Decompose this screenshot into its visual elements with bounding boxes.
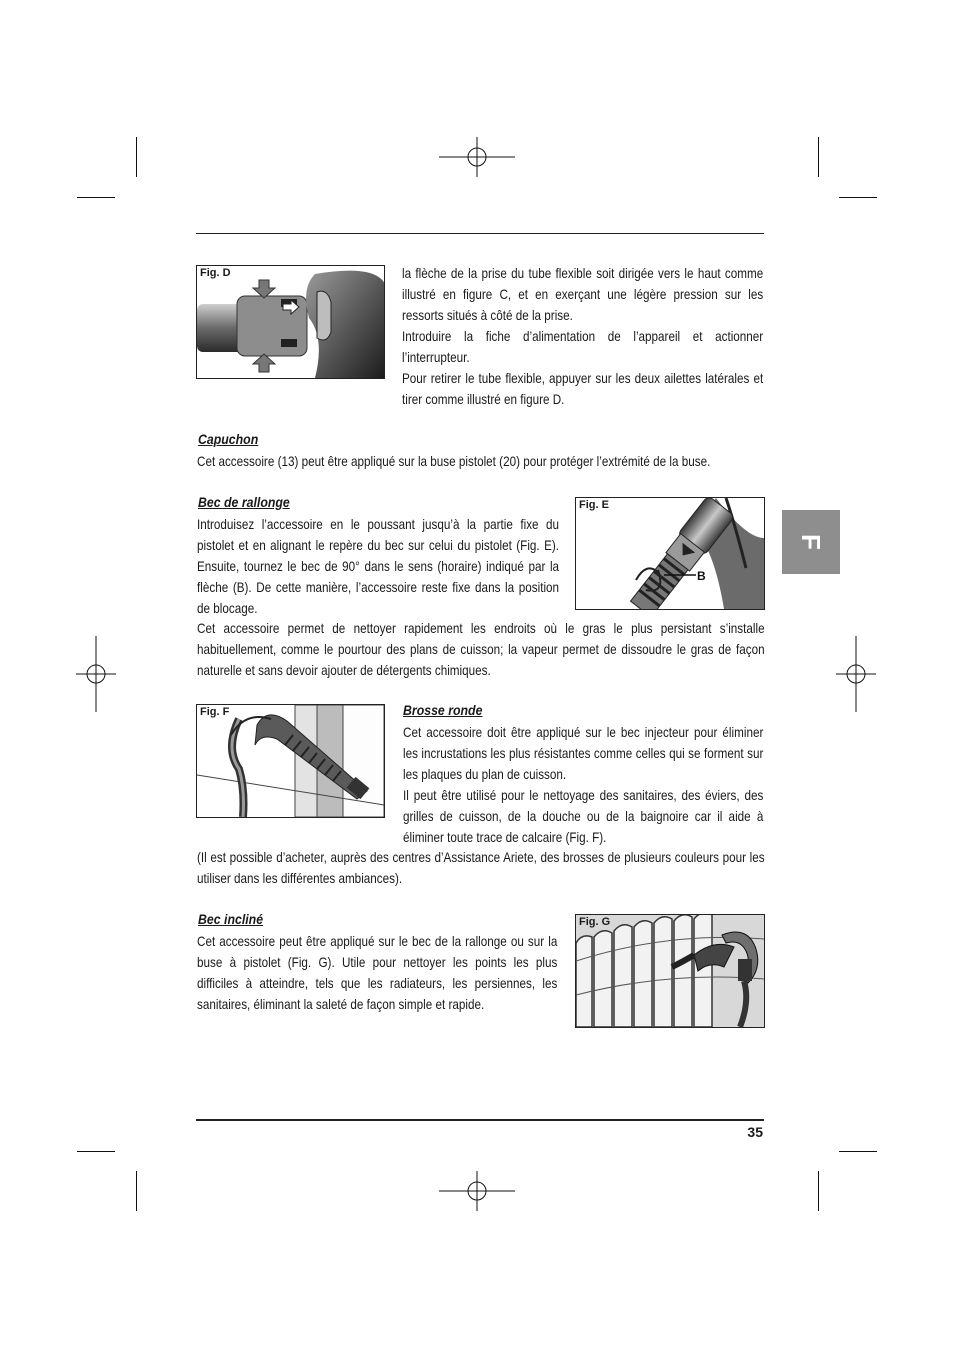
figure-e-illustration (576, 498, 764, 609)
capuchon-text: Cet accessoire (13) peut être appliqué sur la buse pistolet (20) pour protéger l’extrémité de la buse. (197, 454, 711, 469)
bec-incline-text: Cet accessoire peut être appliqué sur le bec de la rallonge ou sur la buse à pistolet (Fig. G). Utile pour nettoyer les points les plus difficiles à atteindre, tels que les radiateurs, les persiennes, les sanitaires, éliminant la saleté de façon simple et rapide. (197, 934, 558, 1012)
registration-mark-top (437, 137, 517, 179)
intro-paragraph-3: Pour retirer le tube flexible, appuyer sur les deux ailettes latérales et tirer comme illustré en figure D. (402, 371, 764, 407)
top-rule (196, 233, 764, 234)
page-number: 35 (747, 1124, 763, 1140)
brosse-ronde-text-2: Il peut être utilisé pour le nettoyage des sanitaires, des éviers, des grilles de cuisson, de la douche ou de la baignoire car il aide à éliminer toute trace de calcaire (Fig. F). (403, 788, 764, 845)
capuchon-heading: Capuchon (198, 431, 259, 447)
language-tab (782, 510, 840, 574)
figure-f-illustration (197, 705, 384, 817)
figure-e (575, 497, 765, 610)
bec-rallonge-text-1: Introduisez l’accessoire en le poussant jusqu’à la partie fixe du pistolet et en alignant le repère du bec sur celui du pistolet (Fig. E). Ensuite, tournez le bec de 90° dans le sens (horaire) indiqué par la flèche (B). De cette manière, l’accessoire reste fixe dans la position de blocage. (197, 517, 560, 616)
brosse-ronde-text-3: (Il est possible d’acheter, auprès des centres d’Assistance Ariete, des brosses de plusieurs couleurs pour les utiliser dans les différentes ambiances). (197, 850, 765, 886)
figure-d-label: Fig. D (200, 267, 231, 279)
figure-g-illustration (576, 915, 764, 1027)
registration-mark-left (76, 636, 118, 714)
figure-g (575, 914, 765, 1028)
registration-mark-right (836, 636, 878, 714)
brosse-ronde-text-1: Cet accessoire doit être appliqué sur le bec injecteur pour éliminer les incrustations les plus résistantes comme celles qui se forment sur les plaques du plan de cuisson. (403, 725, 764, 782)
intro-paragraph-2: Introduire la fiche d’alimentation de l’appareil et actionner l’interrupteur. (402, 329, 764, 365)
figure-g-label: Fig. G (579, 916, 611, 928)
brosse-ronde-heading: Brosse ronde (403, 702, 483, 718)
language-tab-letter: F (796, 534, 827, 550)
registration-mark-bottom (437, 1171, 517, 1213)
figure-f (196, 704, 385, 818)
bec-incline-heading: Bec incliné (198, 911, 264, 927)
bec-rallonge-heading: Bec de rallonge (198, 494, 290, 510)
figure-e-label: Fig. E (579, 499, 609, 511)
figure-f-label: Fig. F (200, 706, 230, 718)
figure-d-illustration (197, 266, 384, 378)
figure-e-marker: B (697, 569, 706, 583)
bottom-rule (196, 1119, 764, 1121)
bec-rallonge-text-2: Cet accessoire permet de nettoyer rapidement les endroits où le gras le plus persistant s’installe habituellement, comme le pourtour des plans de cuisson; la vapeur permet de dissoudre le gras de façon naturelle et sans devoir ajouter de détergents chimiques. (197, 621, 765, 678)
intro-paragraph-1: la flèche de la prise du tube flexible soit dirigée vers le haut comme illustré en figure C, et en exerçant une légère pression sur les ressorts situés à côté de la prise. (402, 266, 764, 323)
figure-d (196, 265, 385, 379)
